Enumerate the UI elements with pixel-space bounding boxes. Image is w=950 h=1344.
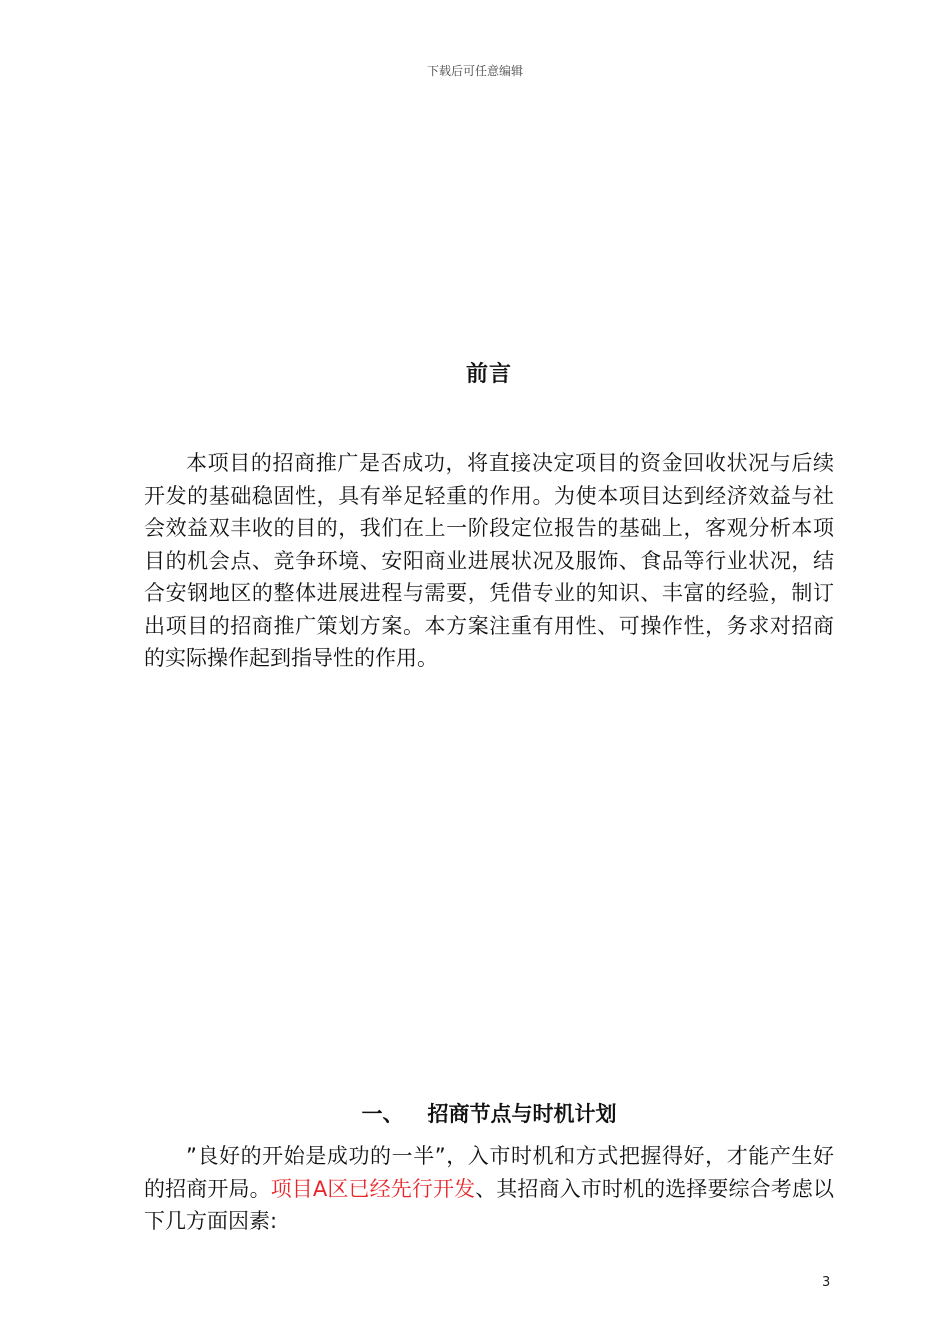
section-heading [0, 1098, 950, 1128]
preface-paragraph: 本项目的招商推广是否成功，将直接决定项目的资金回收状况与后续开发的基础稳固性，具有举足轻重的作用。为使本项目达到经济效益与社会效益双丰收的目的，我们在上一阶段定位报告的基础上，客观分析本项目的机会点、竞争环境、安阳商业进展状况及服饰、食品等行业状况，结合安钢地区的整体进展进程与需要，凭借专业的知识、丰富的经验，制订出项目的招商推广策划方案。本方案注重有用性、可操作性，务求对招商的实际操作起到指导性的作用。 [144, 451, 834, 670]
page-header: 下载后可任意编辑 [426, 64, 523, 78]
preface-title: 前言 [465, 362, 512, 387]
section-number: 一、 [361, 1102, 404, 1126]
page-number: 3 [822, 1275, 831, 1290]
section-paragraph [144, 1140, 834, 1238]
section-title-text: 招商节点与时机计划 [427, 1102, 617, 1126]
section-text-part1: ”良好的开始是成功的一半”，入市时机和方式把握得好，才能产生好的招商开局。 [144, 1144, 834, 1201]
section-text-part2: 、其招商入市时机的选择要综合考虑以下几方面因素: [144, 1176, 834, 1233]
section-text-highlight: 项目A区已经先行开发 [270, 1176, 476, 1201]
